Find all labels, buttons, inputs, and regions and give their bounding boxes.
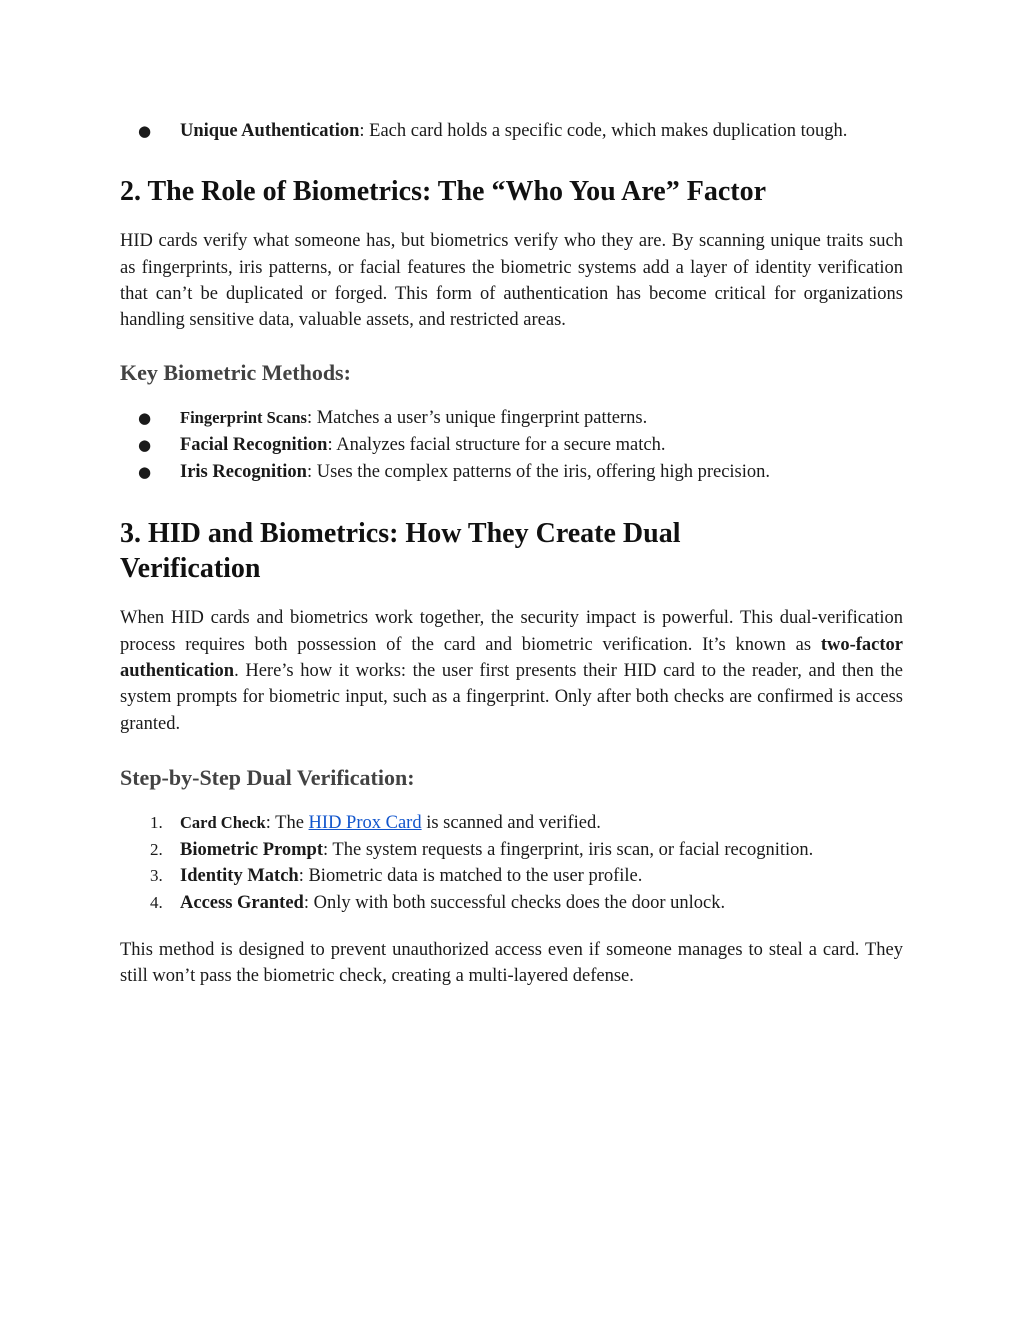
section-3-heading-line-2: Verification [120, 553, 261, 585]
section-3-paragraph [120, 605, 903, 736]
section-2-paragraph: HID cards verify what someone has, but biometrics verify who they are. By scanning unique traits such as fingerprints, iris patterns, or facial features the biometric systems add a layer of identity verification that can’t be duplicated or forged. This form of authentication has become critical for organizations handling sensitive data, valuable assets, and restricted areas. [120, 231, 903, 331]
top-bullet-list [120, 118, 903, 144]
step-text-after: is scanned and verified. [421, 812, 601, 833]
biometric-methods-list [120, 405, 903, 485]
step-number: 1. [150, 812, 163, 832]
step-item [120, 890, 903, 916]
list-item-term: Fingerprint Scans [180, 408, 307, 428]
list-item-text: : Matches a user’s unique fingerprint patterns. [306, 408, 648, 429]
dual-verification-subheading: Step-by-Step Dual Verification: [120, 764, 415, 790]
list-item-term: Iris Recognition [180, 462, 307, 483]
section-3-heading-line-1: 3. HID and Biometrics: How They Create Dual [120, 518, 681, 550]
step-text: : Only with both successful checks does the door unlock. [303, 893, 726, 914]
step-term: Access Granted [180, 893, 304, 914]
step-number: 2. [150, 839, 163, 859]
step-text: : Biometric data is matched to the user profile. [298, 866, 643, 887]
step-item [120, 810, 903, 836]
step-text-before: : The [265, 812, 309, 833]
paragraph-text-after: . Here’s how it works: the user first presents their HID card to the reader, and then the system prompts for biometric input, such as a fingerprint. Only after both checks are confirmed is access granted. [120, 660, 903, 734]
list-item-text: : Uses the complex patterns of the iris, offering high precision. [306, 462, 771, 483]
list-item [120, 118, 903, 144]
list-item [120, 405, 903, 431]
paragraph-text-before: When HID cards and biometrics work together, the security impact is powerful. This dual-verification process requires both possession of the card and biometric verification. It’s known as [120, 608, 903, 655]
section-3-heading [120, 516, 903, 586]
list-item [120, 432, 903, 458]
step-term: Biometric Prompt [180, 839, 323, 860]
list-item-text: : Analyzes facial structure for a secure match. [327, 435, 666, 456]
list-item-text: : Each card holds a specific code, which makes duplication tough. [359, 121, 848, 141]
step-number: 3. [150, 866, 163, 886]
biometric-methods-subheading: Key Biometric Methods: [120, 360, 351, 386]
step-number: 4. [150, 893, 163, 913]
hid-prox-card-link[interactable]: HID Prox Card [308, 812, 422, 833]
closing-paragraph: This method is designed to prevent unauthorized access even if someone manages to steal a card. They still won’t pass the biometric check, creating a multi-layered defense. [120, 939, 903, 986]
dual-verification-steps [120, 810, 903, 917]
step-text: : The system requests a fingerprint, iris scan, or facial recognition. [323, 839, 814, 860]
list-item-term: Facial Recognition [180, 435, 328, 456]
step-item [120, 863, 903, 889]
document-page [120, 118, 903, 989]
list-item-term: Unique Authentication [180, 121, 360, 141]
step-term: Card Check [180, 812, 266, 832]
paragraph-bold-term: two-factor authentication [120, 634, 903, 681]
step-term: Identity Match [180, 866, 299, 887]
section-2-heading: 2. The Role of Biometrics: The “Who You Are” Factor [120, 176, 767, 208]
list-item [120, 459, 903, 485]
step-item [120, 837, 903, 863]
